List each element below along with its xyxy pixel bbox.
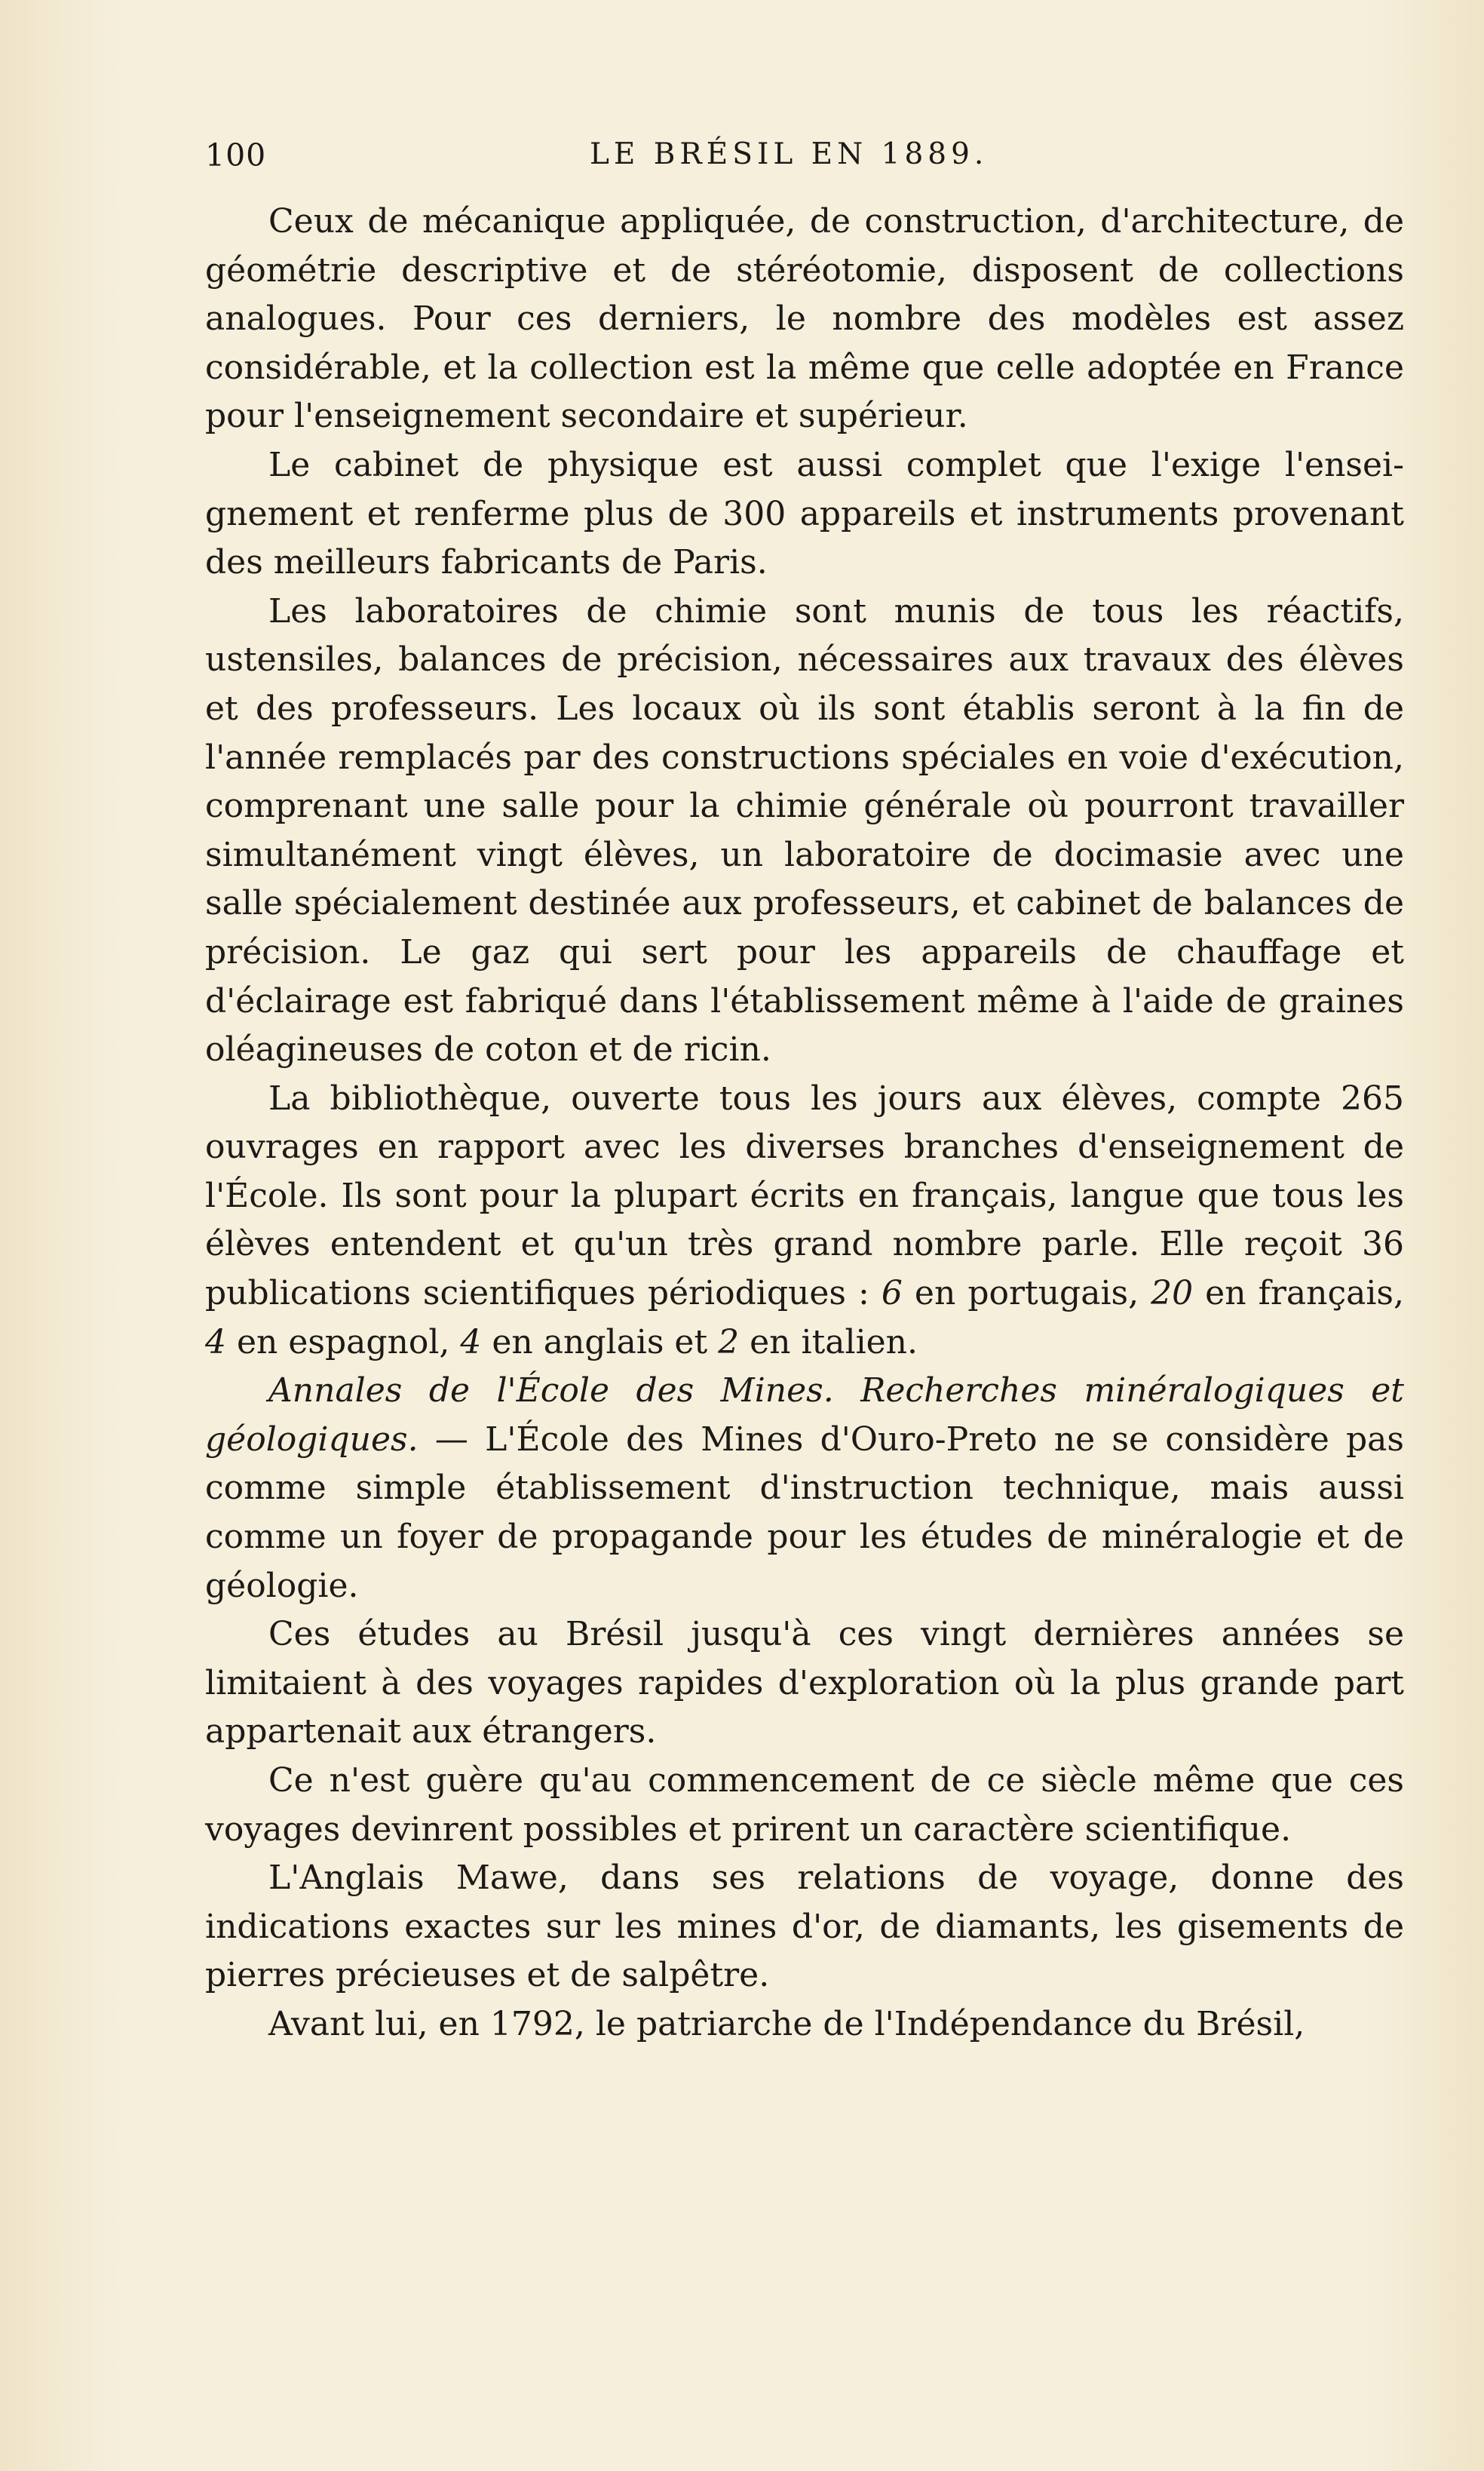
paragraph-century: Ce n'est guère qu'au commencement de ce siècle même que ces voyages devinrent possibles et prirent un caractère scientifique.	[205, 1761, 1404, 1849]
paragraph-chemistry-labs: Les laboratoires de chimie sont munis de tous les réactifs, ustensiles, balances de précision, nécessaires aux travaux des élèves et des professeurs. Les locaux où ils sont établis seront à la fin de l'année remplacés par des constructions spéciales en voie d'exécution, comprenant une salle pour la chimie générale où pourront travailler simultanément vingt élèves, un laboratoire de docimasie avec une salle spécialement destinée aux professeurs, et cabinet de balances de précision. Le gaz qui sert pour les appareils de chauffage et d'éclairage est fabriqué dans l'établissement même à l'aide de graines oléagineuses de coton et de ricin.	[205, 591, 1404, 1070]
running-head: LE BRÉSIL EN 1889.	[590, 137, 989, 171]
stat-text-e: en italien.	[739, 1322, 918, 1361]
stat-english: 4	[460, 1322, 482, 1361]
paragraph-library	[205, 1075, 1404, 1367]
stat-text-c: en espagnol,	[226, 1322, 461, 1361]
paragraph-annales	[205, 1367, 1404, 1610]
page-number: 100	[205, 137, 267, 173]
paragraph-1792: Avant lui, en 1792, le patriarche de l'Indépendance du Brésil,	[268, 2004, 1305, 2043]
paragraph-mawe: L'Anglais Mawe, dans ses relations de voyage, donne des indications exactes sur les mines d'or, de diamants, les gisements de pierres précieuses et de salpêtre.	[205, 1859, 1404, 1995]
stat-spanish: 4	[205, 1322, 226, 1361]
paragraph-studies: Ces études au Brésil jusqu'à ces vingt dernières années se limitaient à des voyages rapides d'exploration où la plus grande part appartenait aux étrangers.	[205, 1615, 1404, 1751]
stat-text-b: en français,	[1193, 1274, 1404, 1313]
annales-title: Annales de l'École des Mines. Recherches minéralogiques et géologiques.	[205, 1371, 1404, 1459]
paragraph-collections: Ceux de mécanique appliquée, de construction, d'architecture, de géométrie descriptive et de stéréotomie, disposent de collections analogues. Pour ces derniers, le nombre des modèles est assez considérable, et la collection est la même que celle adoptée en France pour l'enseignement secondaire et supérieur.	[205, 202, 1404, 436]
library-text: La bibliothèque, ouverte tous les jours aux élèves, compte 265 ouvrages en rapport avec les diverses branches d'enseignement de l'École. Ils sont pour la plupart écrits en français, langue que tous les élèves entendent et qu'un très grand nombre parle. Elle reçoit 36 publications scientifiques périodiques :	[205, 1079, 1404, 1313]
body-text	[205, 198, 1404, 2049]
page-header	[205, 133, 1404, 178]
annales-text: — L'École des Mines d'Ouro-Preto ne se considère pas comme simple établissement d'instruction technique, mais aussi comme un foyer de propagande pour les études de minéralogie et de géologie.	[205, 1420, 1404, 1605]
stat-portuguese: 6	[881, 1274, 903, 1313]
paragraph-physics-cabinet: Le cabinet de physique est aussi complet que l'exige l'enseignement et renferme plus de 300 appareils et instruments provenant des meilleurs fabricants de Paris.	[205, 445, 1404, 582]
stat-text-a: en portugais,	[902, 1274, 1151, 1313]
stat-french: 20	[1151, 1274, 1194, 1313]
stat-italian: 2	[718, 1322, 740, 1361]
stat-text-d: en anglais et	[481, 1322, 719, 1361]
